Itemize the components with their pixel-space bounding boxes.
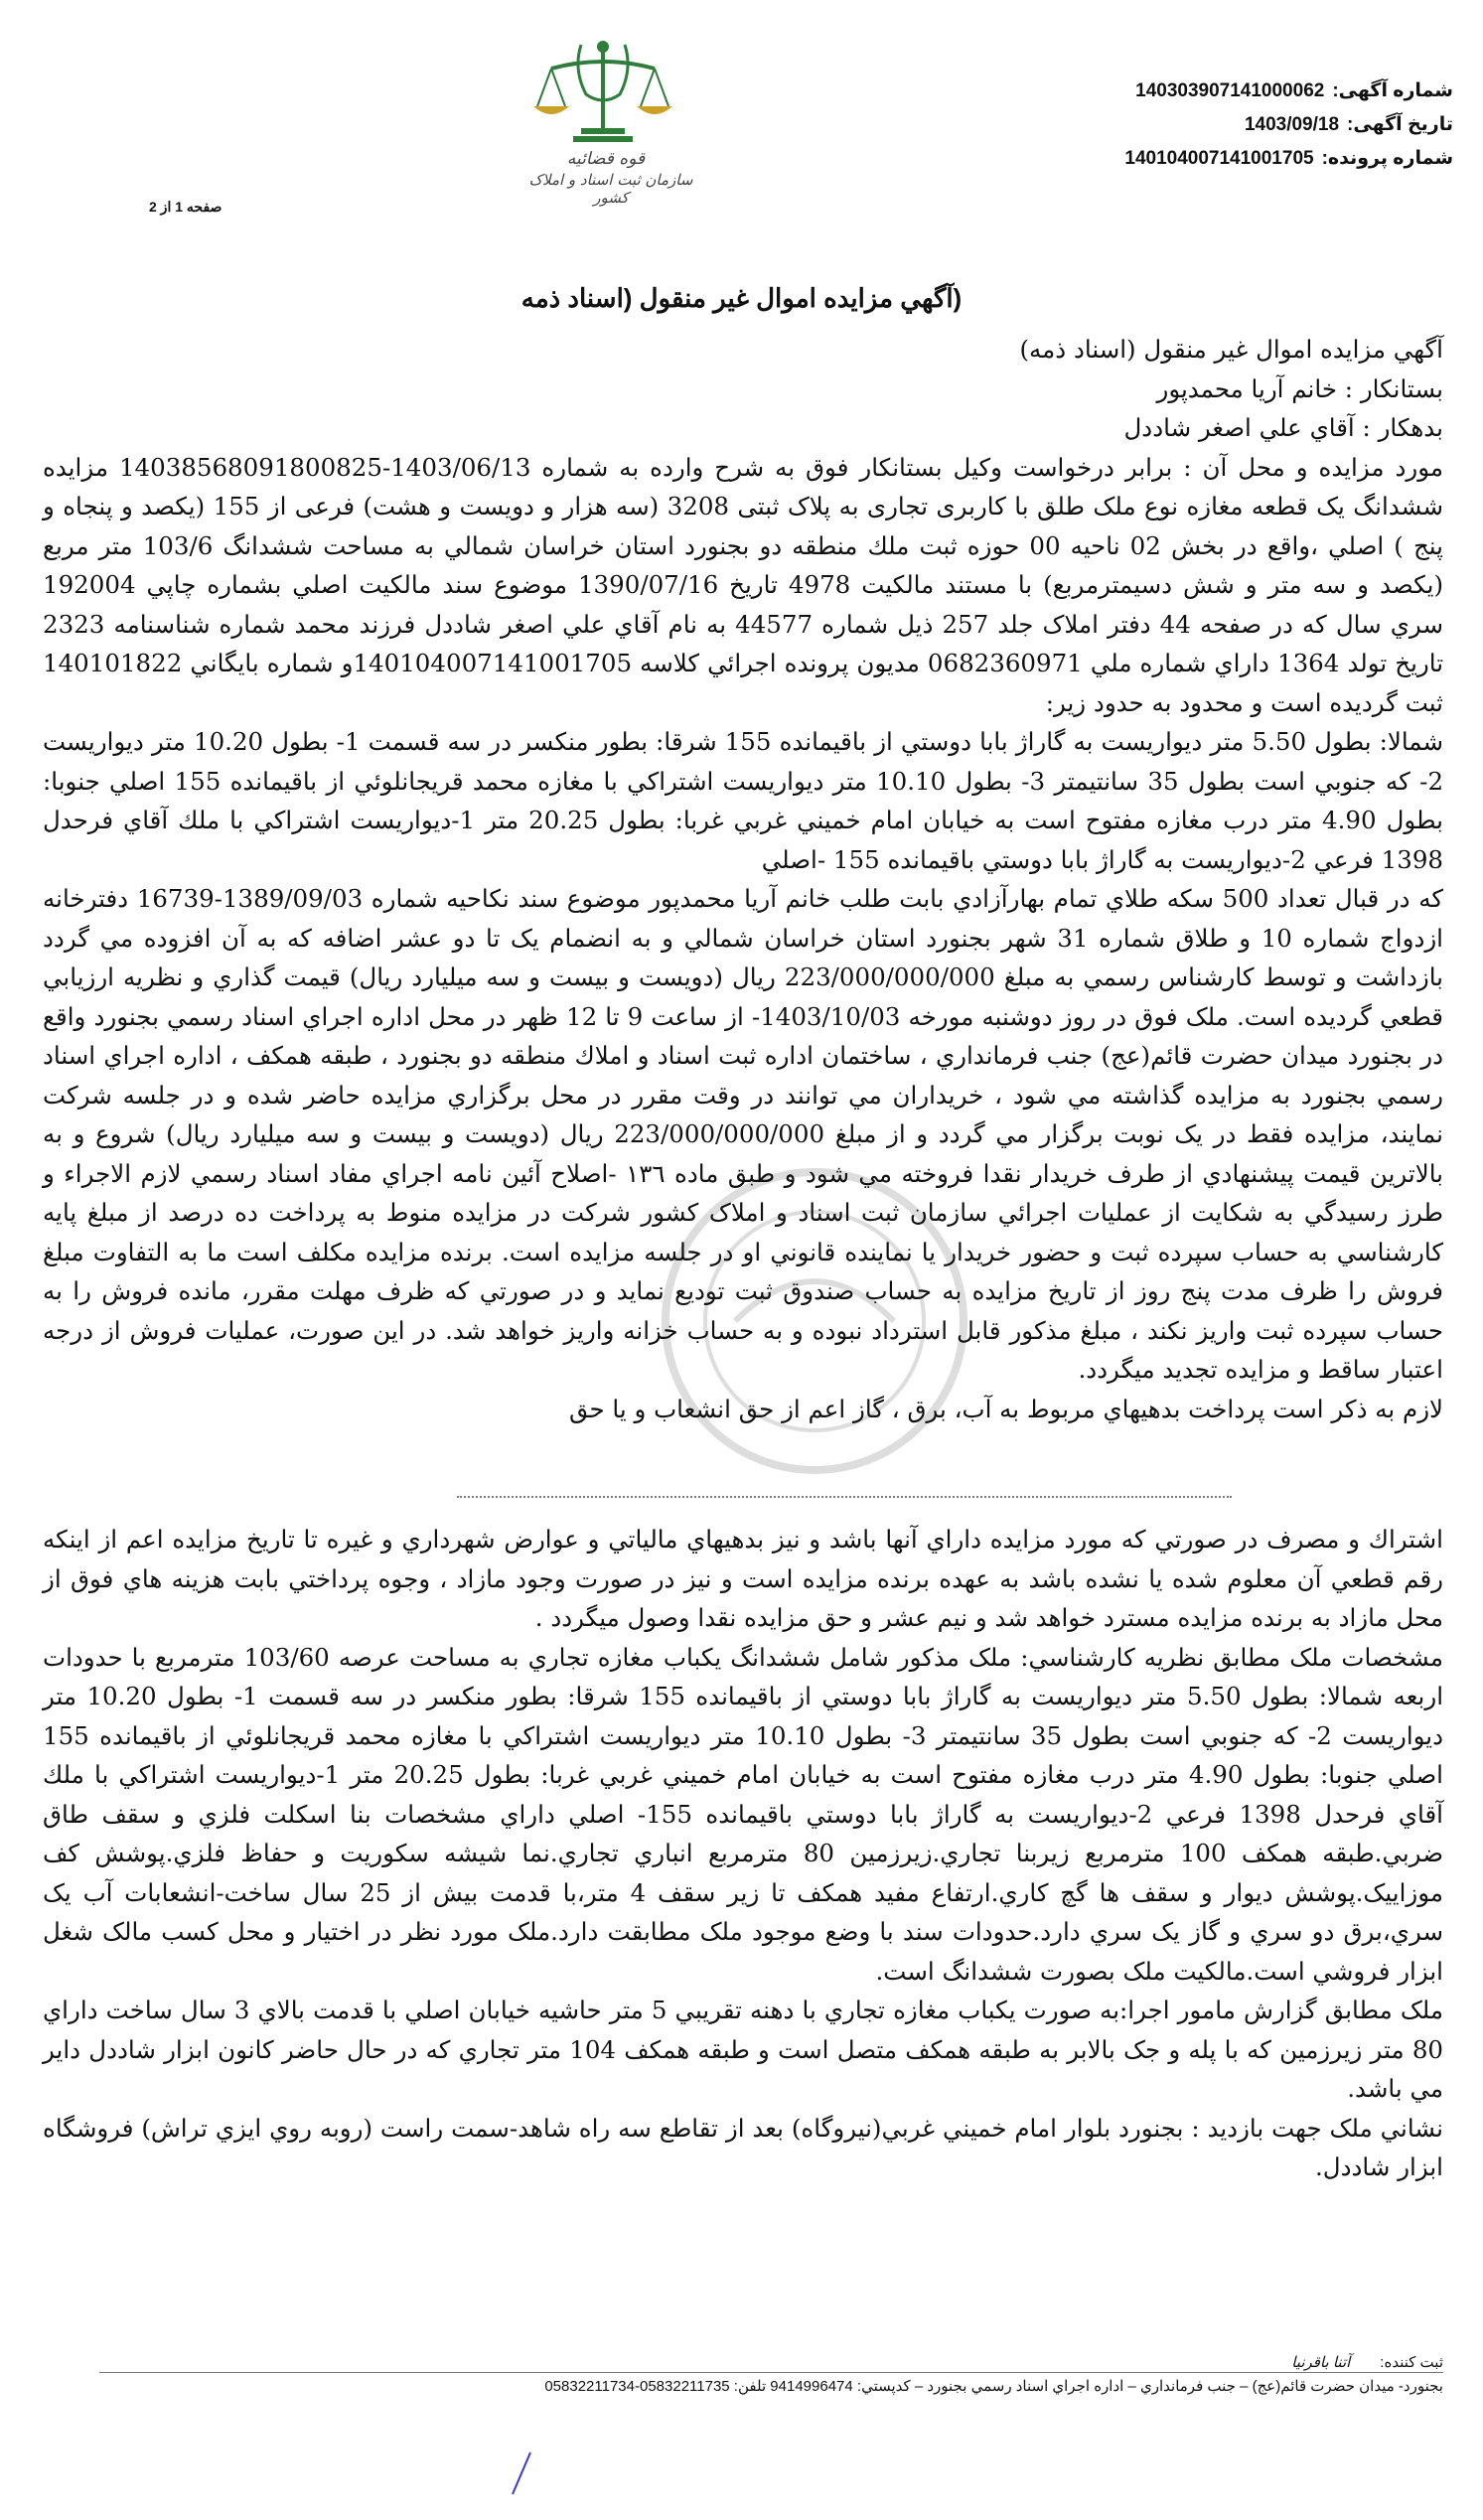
expert-specs-paragraph: مشخصات ملک مطابق نظريه کارشناسي: ملک مذکور شامل ششدانگ يکباب مغازه تجاري به مساحت عرصه 103/60 مترمربع با حدودات اربعه شمالا: بطول 5.50 متر ديواريست به گاراژ بابا دوستي از باقيمانده 155 شرقا: بطور منكسر در سه قسمت 1- بطول 10.20 متر ديواريست 2- كه جنوبي است بطول 35 سانتيمتر 3- بطول 10.10 متر ديواريست اشتراكي با مغازه محمد قريجانلوئي از باقيمانده 155 اصلي جنوبا: بطول 4.90 متر درب مغازه مفتوح است به خيابان امام خميني غربي غربا: بطول 20.25 متر 1-ديواريست اشتراكي با ملك آقاي فرحدل 1398 فرعي 2-ديواريست به گاراژ بابا دوستي باقيمانده 155- اصلي داراي مشخصات بنا اسكلت فلزي و سقف طاق ضربي.طبقه همكف 100 مترمربع زيربنا تجاري.زيرزمين 80 مترمربع انباري تجاري.نما شيشه سكوريت و حفاظ فلزي.پوشش كف موزاييک.پوشش ديوار و سقف ها گچ كاري.ارتفاع مفيد همكف تا زير سقف 4 متر،با قدمت بيش از 25 سال ساخت-انشعابات آب يک سري،برق دو سري و گاز يک سري دارد.حدودات سند با وضع موجود ملک مطابقت دارد.ملک مورد نظر در اختيار و محل كسب مالک شغل ابزار فروشي است.مالكيت ملک بصورت ششدانگ است. (43, 1642, 1444, 1986)
page-number: صفحه 1 از 2 (149, 199, 222, 215)
footer-address: بجنورد- میدان حضرت قائم(عج) – جنب فرمانداري – اداره اجراي اسناد رسمي بجنورد – کدپستي: 9414996474 تلفن: 05832211735-05832211734 (544, 2378, 1443, 2395)
ad-number-label: شماره آگهی: (1332, 80, 1453, 101)
ad-date-label: تاریخ آگهی: (1347, 114, 1453, 135)
auction-terms-paragraph: که در قبال تعداد 500 سکه طلاي تمام بهارآزادي بابت طلب خانم آريا محمدپور موضوع سند نکاحيه شماره 1389/09/03-16739 دفترخانه ازدواج شماره 10 و طلاق شماره 31 شهر بجنورد استان خراسان شمالي و به انضمام يک تا دو عشر اضافه كه به آن افزوده مي گردد بازداشت و توسط كارشناس رسمي به مبلغ 223/000/000/000 ريال (دويست و بيست و سه ميليارد ريال) قيمت گذاري و نظريه ارزيابي قطعي گرديده است. ملک فوق در روز دوشنبه مورخه 1403/10/03- از ساعت 9 تا 12 ظهر در محل اداره اجراي اسناد رسمي بجنورد واقع در بجنورد ميدان حضرت قائم(عج) جنب فرمانداري ، ساختمان اداره ثبت اسناد و املاك منطقه دو بجنورد ، طبقه همكف ، اداره اجراي اسناد رسمي بجنورد به مزايده گذاشته مي شود ، خريداران مي توانند در وقت مقرر در محل برگزاري مزايده حاضر شده و در جلسه شركت نمايند، مزايده فقط در يک نوبت برگزار مي گردد و از مبلغ 223/000/000/000 ريال (دويست و بيست و سه ميليارد ريال) شروع و به بالاترين قيمت پيشنهادي از طرف خريدار نقدا فروخته مي شود و طبق ماده ١٣٦ -اصلاح آئين نامه اجراي مفاد اسناد رسمي لازم الاجراء و طرز رسيدگي به شكايت از عمليات اجرائي سازمان ثبت اسناد و املاک کشور شركت در مزايده منوط به پرداخت ده درصد از مبلغ پايه كارشناسي به حساب سپرده ثبت و حضور خريدار يا نماينده قانوني او در جلسه مزايده است. برنده مزايده مكلف است ما به التفاوت مبلغ فروش را ظرف مدت پنج روز از تاريخ مزايده به حساب صندوق ثبت توديع نمايد و در صورتي كه ظرف مهلت مقرر، مانده فروش را به حساب سپرده ثبت واريز نكند ، مبلغ مذكور قابل استرداد نبوده و به حساب خزانه واريز خواهد شد. در اين صورت، عمليات فروش از درجه اعتبار ساقط و مزايده تجديد ميگردد. (43, 884, 1444, 1384)
notice-heading-line: آگهي مزايده اموال غير منقول (اسناد ذمه) (1019, 335, 1443, 364)
ad-date-value: 1403/09/18 (1244, 114, 1340, 135)
page-title: (آگهي مزايده اموال غير منقول (اسناد ذمه (520, 283, 963, 313)
ad-number-value: 140303907141000062 (1135, 80, 1325, 101)
registrar-label: ثبت کننده: (1380, 2354, 1443, 2371)
creditor-line: بستانکار : خانم آريا محمدپور (1156, 373, 1443, 403)
utilities-continuation-paragraph: اشتراك و مصرف در صورتي كه مورد مزايده داراي آنها باشد و نيز بدهيهاي مالياتي و عوارض شهرداري و غيره تا تاريخ مزايده اعم از اينكه رقم قطعي آن معلوم شده يا نشده باشد به عهده برنده مزايده است و نيز در صورت وجود مازاد ، وجوه پرداختي بابت هزينه هاي فوق از محل مازاد به برنده مزايده مسترد خواهد شد و نيم عشر و حق مزايده نقدا وصول ميگردد . (43, 1525, 1443, 1632)
officer-report-paragraph: ملک مطابق گزارش مامور اجرا:به صورت يکباب مغازه تجاري با دهنه تقريبي 5 متر حاشيه خيابان اصلي با قدمت بالاي 3 سال ساخت داراي 80 متر زيرزمين كه با پله و جک بالابر به طبقه همكف متصل است و طبقه همكف 104 متر تجاري كه در حال حاضر كانون ابزار شاددل داير مي باشد. (43, 1996, 1444, 2103)
registrar-name: آتنا باقرنیا (1291, 2354, 1351, 2371)
ad-meta-block (937, 74, 1453, 176)
ad-number-row (937, 74, 1453, 108)
pen-stroke-icon (507, 2448, 536, 2498)
case-number-row (937, 142, 1453, 176)
ad-date-row (937, 108, 1453, 142)
emblem-caption-organization: سازمان ثبت اسناد و املاک کشور (528, 171, 693, 207)
footer-divider (99, 2372, 1443, 2373)
notice-body-part-1 (43, 330, 1443, 1428)
auction-subject-paragraph: مورد مزايده و محل آن : برابر درخواست وکيل بستانکار فوق به شرح وارده به شماره 1403/06/13-14038568091800825 مزايده ششدانگ يک قطعه مغازه نوع ملک طلق با کاربری تجاری به پلاک ثبتی 3208 (سه هزار و دويست و هشت) فرعی از 155 (يکصد و پنجاه و پنج ) اصلي ،واقع در بخش 02 ناحيه 00 حوزه ثبت ملك منطقه دو بجنورد استان خراسان شمالي به مساحت ششدانگ 103/6 متر مربع (يکصد و سه متر و شش دسيمترمربع) با مستند مالکيت 4978 تاريخ 1390/07/16 موضوع سند مالکيت اصلي بشماره چاپي 192004 سري سال که در صفحه 44 دفتر املاک جلد 257 ذيل شماره 44577 به نام آقاي علي اصغر شاددل فرزند محمد شماره شناسنامه 2323 تاريخ تولد 1364 داراي شماره ملي 0682360971 مديون پرونده اجرائي كلاسه 140104007141001705و شماره بايگاني 140101822 ثبت گرديده است و محدود به حدود زير: (43, 452, 1444, 717)
emblem-caption-judiciary: قوه قضائیه (566, 149, 646, 169)
visit-address-paragraph: نشاني ملک جهت بازديد : بجنورد بلوار امام خميني غربي(نيروگاه) بعد از تقاطع سه راه شاهد-سمت راست (روبه روي ايزي تراش) فروشگاه ابزار شاددل. (43, 2113, 1443, 2181)
debtor-line: بدهکار : آقاي علي اصغر شاددل (1123, 413, 1443, 442)
utilities-note-line: لازم به ذكر است پرداخت بدهيهاي مربوط به آب، برق ، گاز اعم از حق انشعاب و يا حق (569, 1394, 1443, 1423)
registrar-line (43, 2352, 1443, 2374)
case-number-label: شماره پرونده: (1321, 148, 1453, 169)
case-number-value: 140104007141001705 (1124, 148, 1314, 169)
clipped-line-fragment (457, 1486, 1232, 1508)
notice-body-part-2 (43, 1520, 1443, 2187)
boundaries-paragraph: شمالا: بطول 5.50 متر ديواريست به گاراژ بابا دوستي از باقيمانده 155 شرقا: بطور منكسر در سه قسمت 1- بطول 10.20 متر ديواريست 2- كه جنوبي است بطول 35 سانتيمتر 3- بطول 10.10 متر ديواريست اشتراكي با مغازه محمد قريجانلوئي از باقيمانده 155 اصلي جنوبا: بطول 4.90 متر درب مغازه مفتوح است به خيابان امام خميني غربي غربا: بطول 20.25 متر 1-ديواريست اشتراكي با ملك آقاي فرحدل 1398 فرعي 2-ديواريست به گاراژ بابا دوستي باقيمانده 155 -اصلي (43, 727, 1444, 874)
